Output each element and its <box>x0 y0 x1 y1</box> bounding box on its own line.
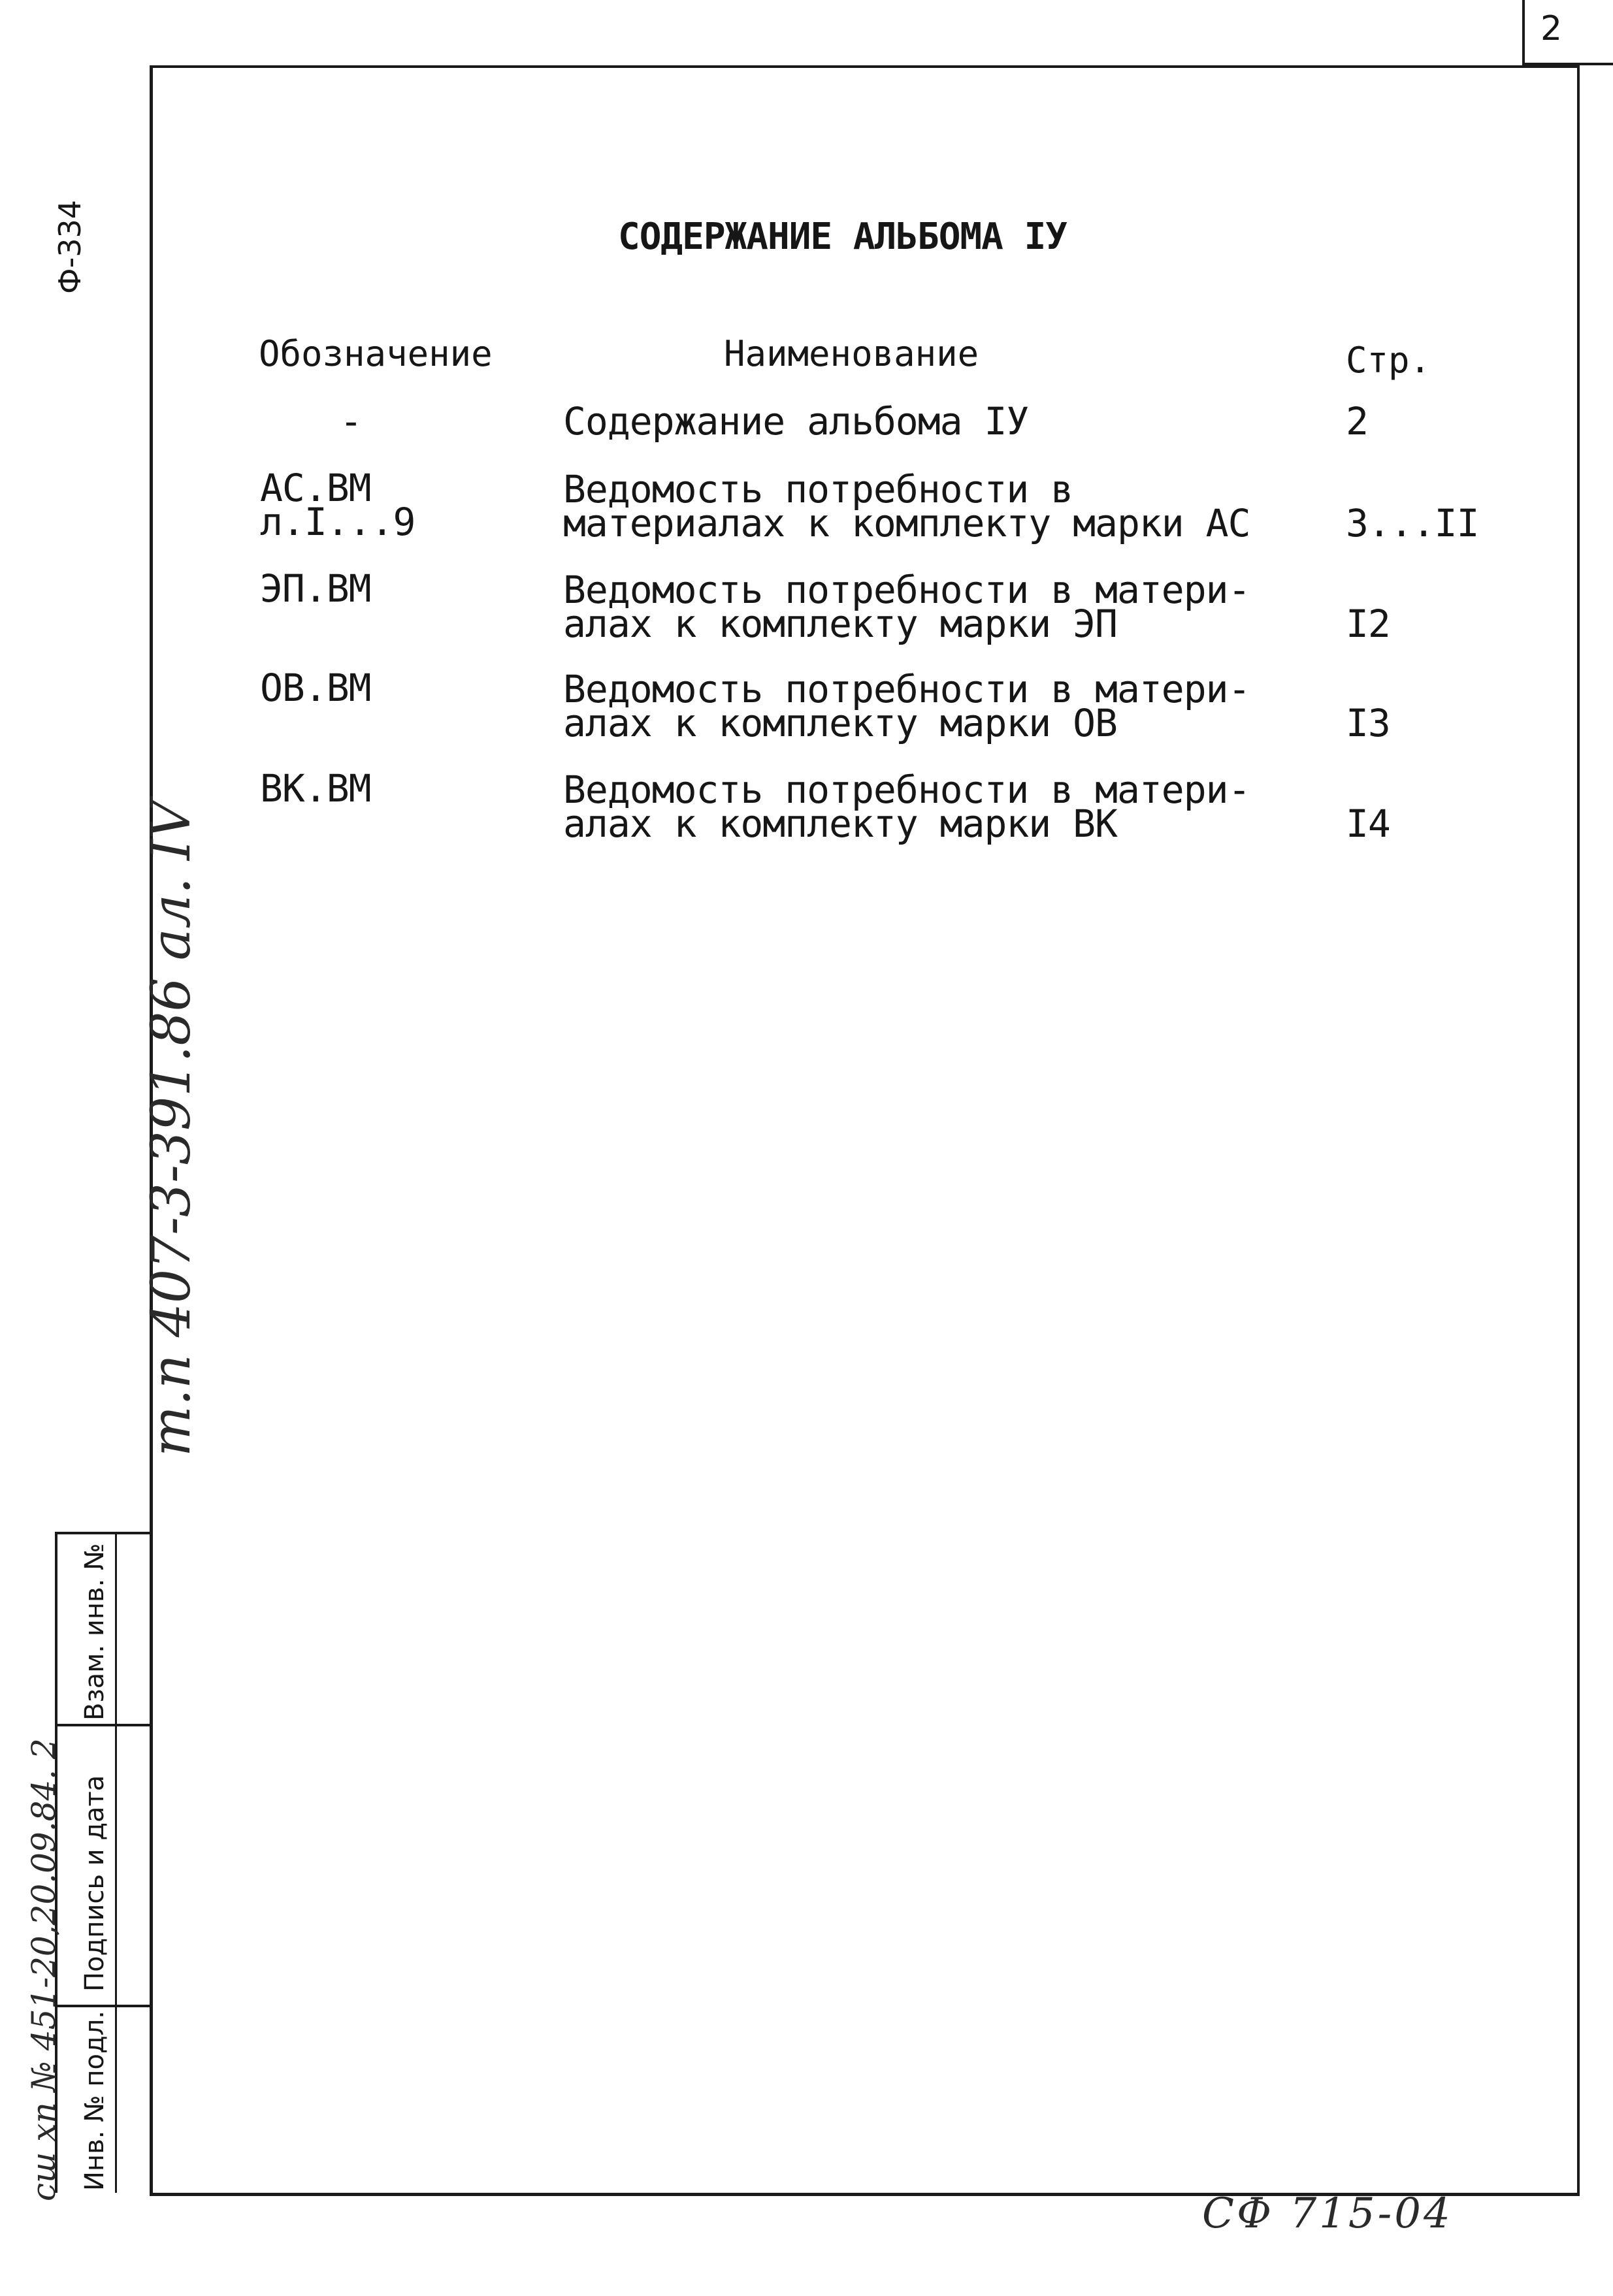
archive-note: сш хп № 451-20,20.09.84. 2 <box>25 1738 63 2201</box>
stamp-label-inventory: Инв. № подл. <box>80 2011 110 2191</box>
row-name: Ведомость потребности в <box>563 467 1073 511</box>
stamp-vertical-line <box>115 1534 117 2193</box>
row-name: Ведомость потребности в матери- <box>563 768 1250 812</box>
stamp-label-replacement: Взам. инв. № <box>80 1543 110 1721</box>
row-name: Содержание альбома IУ <box>563 399 1029 444</box>
stamp-label-signature: Подпись и дата <box>80 1775 110 1992</box>
form-code: Ф-334 <box>52 200 88 294</box>
row-name-cont: материалах к комплекту марки АС <box>563 501 1250 545</box>
row-designation-sheets: л.I...9 <box>260 500 415 544</box>
row-page: 2 <box>1346 399 1368 444</box>
row-page: I4 <box>1346 801 1390 846</box>
row-name-cont: алах к комплекту марки ОВ <box>563 701 1117 745</box>
drawing-frame <box>150 65 1580 2196</box>
album-reference: т.п 407-3-391.86 ал. IV <box>140 800 203 1457</box>
row-page: I3 <box>1346 701 1390 745</box>
page-number: 2 <box>1540 9 1563 48</box>
row-name: Ведомость потребности в матери- <box>563 568 1250 612</box>
stamp-divider <box>57 2005 150 2007</box>
stamp-divider <box>57 1724 150 1726</box>
row-name-cont: алах к комплекту марки ЭП <box>563 602 1117 646</box>
page-title: СОДЕРЖАНИЕ АЛЬБОМА IУ <box>617 216 1067 258</box>
row-name: Ведомость потребности в матери- <box>563 667 1250 711</box>
stamp-block <box>55 1532 150 2193</box>
row-page: I2 <box>1346 602 1390 646</box>
row-name-cont: алах к комплекту марки ВК <box>563 801 1117 846</box>
header-name: Наименование <box>724 333 979 374</box>
page-number-box <box>1522 0 1613 65</box>
header-designation: Обозначение <box>259 333 493 374</box>
row-designation: ВК.ВМ <box>260 766 371 811</box>
row-page: 3...II <box>1346 501 1479 545</box>
header-page: Стр. <box>1346 340 1431 381</box>
row-designation: - <box>340 399 362 444</box>
bottom-code: СФ 715-04 <box>1202 2190 1453 2238</box>
row-designation: АС.ВМ <box>260 466 371 510</box>
row-designation: ЭП.ВМ <box>260 566 371 611</box>
row-designation: ОВ.ВМ <box>260 666 371 710</box>
